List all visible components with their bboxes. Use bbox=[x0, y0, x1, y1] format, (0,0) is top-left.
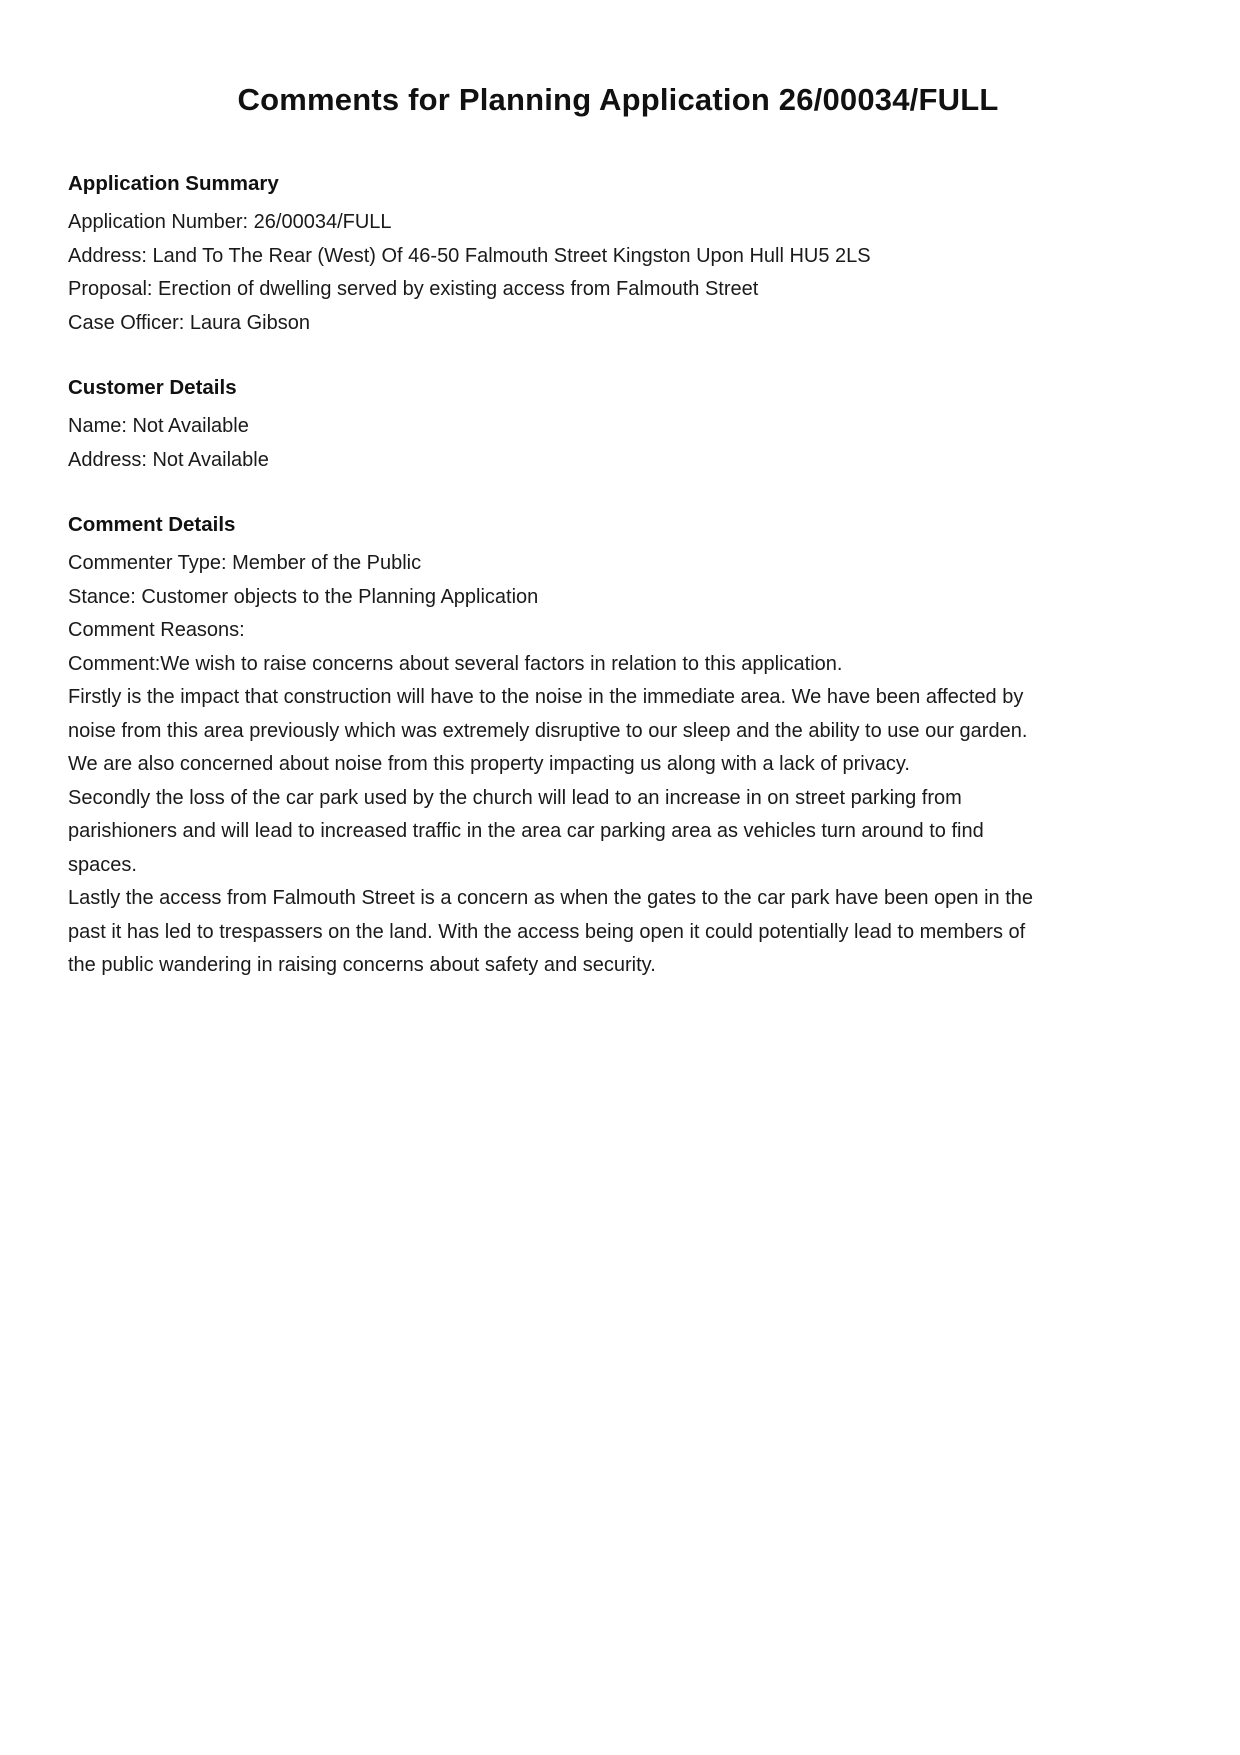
customer-address-line: Address: Not Available bbox=[68, 448, 269, 471]
section-heading-application-summary: Application Summary bbox=[68, 172, 279, 195]
stance-line: Stance: Customer objects to the Planning Application bbox=[68, 585, 539, 608]
comment-paragraph-noise: Firstly is the impact that construction will have to the noise in the immediate area. We have been affected by noise from this area previously which was extremely disruptive to our sleep and the ability to use our garden. We are also concerned about noise from this property impacting us along with a lack of privacy. bbox=[68, 686, 1028, 775]
page-title: Comments for Planning Application 26/00034/FULL bbox=[237, 82, 999, 117]
comment-paragraph-parking: Secondly the loss of the car park used by the church will lead to an increase in on street parking from parishioners and will lead to increased traffic in the area car parking area as vehicles turn around to find spaces. bbox=[68, 786, 984, 876]
section-application-summary bbox=[68, 172, 1168, 340]
section-heading-comment-details: Comment Details bbox=[68, 513, 236, 536]
commenter-type-line: Commenter Type: Member of the Public bbox=[68, 552, 422, 574]
section-heading-customer-details: Customer Details bbox=[68, 376, 237, 399]
comment-paragraph-access: Lastly the access from Falmouth Street is a concern as when the gates to the car park have been open in the past it has led to trespassers on the land. With the access being open it could potentially lead to members of the public wandering in raising concerns about safety and security. bbox=[68, 887, 1033, 976]
section-comment-details bbox=[68, 513, 1168, 983]
comment-reasons-line: Comment Reasons: bbox=[68, 619, 245, 641]
section-customer-details bbox=[68, 376, 1168, 477]
address-line: Address: Land To The Rear (West) Of 46-50 Falmouth Street Kingston Upon Hull HU5 2LS bbox=[68, 244, 871, 267]
application-number-line: Application Number: 26/00034/FULL bbox=[68, 211, 392, 233]
customer-name-line: Name: Not Available bbox=[68, 415, 249, 437]
case-officer-line: Case Officer: Laura Gibson bbox=[68, 311, 310, 334]
comment-intro-paragraph: Comment:We wish to raise concerns about several factors in relation to this application. bbox=[68, 652, 843, 675]
proposal-line: Proposal: Erection of dwelling served by existing access from Falmouth Street bbox=[68, 278, 759, 300]
